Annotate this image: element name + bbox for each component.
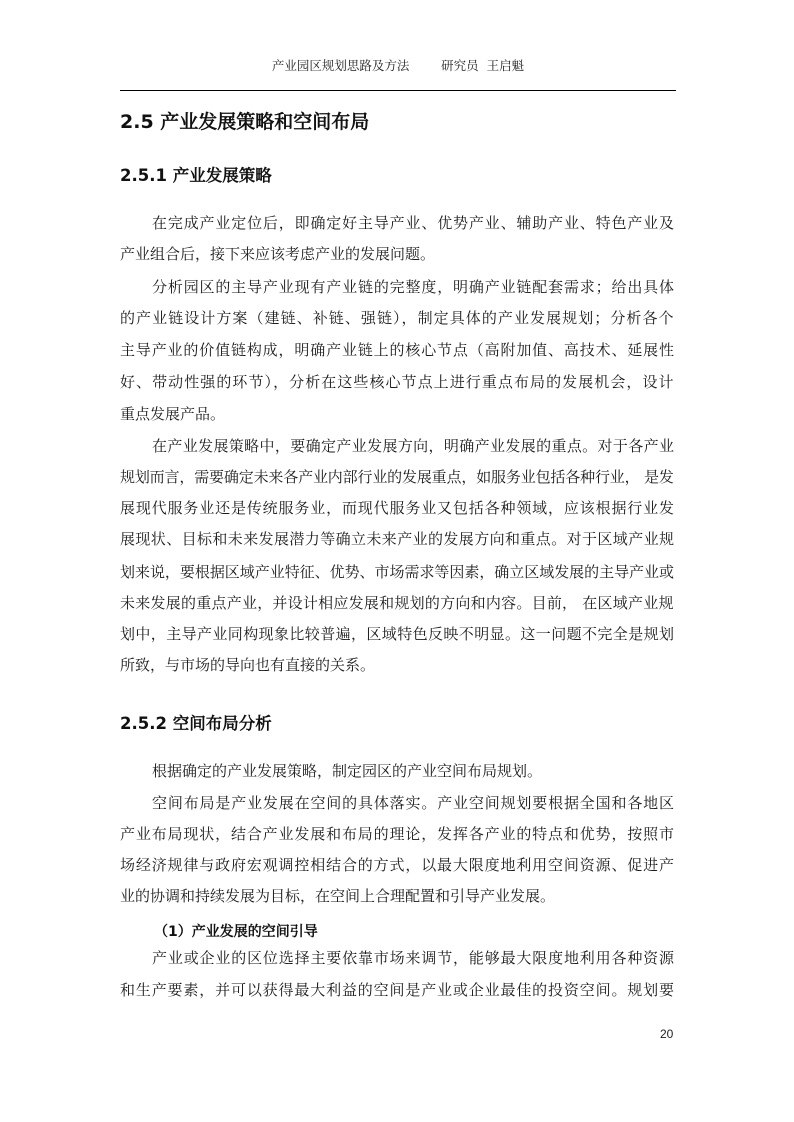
paragraph-line: 规划而言，需要确定未来各产业内部行业的发展重点，如服务业包括各种行业， 是发: [120, 468, 674, 486]
paragraph-line: 未来发展的重点产业，并设计相应发展和规划的方向和内容。目前， 在区域产业规: [120, 594, 674, 612]
paragraph-line: 和生产要素，并可以获得最大利益的空间是产业或企业最佳的投资空间。规划要: [120, 981, 675, 999]
paragraph-line: 分析园区的主导产业现有产业链的完整度，明确产业链配套需求；给出具体: [152, 278, 675, 296]
running-title: 产业园区规划思路及方法 研究员 王启魁: [271, 58, 525, 73]
paragraph-line: 划中，主导产业同构现象比较普遍，区域特色反映不明显。这一问题不完全是规划: [120, 625, 675, 643]
paragraph-line: 划来说，要根据区域产业特征、优势、市场需求等因素，确立区域发展的主导产业或: [120, 563, 674, 581]
paragraph-line: 在完成产业定位后，即确定好主导产业、优势产业、辅助产业、特色产业及: [152, 214, 675, 232]
paragraph-line: 在产业发展策略中，要确定产业发展方向，明确产业发展的重点。对于各产业: [152, 437, 675, 455]
paragraph-line: 产业组合后，接下来应该考虑产业的发展问题。: [120, 245, 436, 263]
page-number: 20: [660, 1027, 674, 1041]
paragraph-line: 业的协调和持续发展为目标，在空间上合理配置和引导产业发展。: [120, 887, 556, 905]
paragraph-line: 好、带动性强的环节），分析在这些核心节点上进行重点布局的发展机会，设计: [120, 373, 675, 391]
paragraph-line: 展现代服务业还是传统服务业，而现代服务业又包括各种领域，应该根据行业发: [120, 499, 675, 517]
paragraph-line: 展现状、目标和未来发展潜力等确立未来产业的发展方向和重点。对于区域产业规: [120, 530, 675, 548]
paragraph-line: 所致，与市场的导向也有直接的关系。: [120, 656, 376, 674]
paragraph-line: 产业布局现状，结合产业发展和布局的理论，发挥各产业的特点和优势，按照市: [120, 825, 675, 843]
page-header: [120, 50, 676, 91]
paragraph-line: 产业或企业的区位选择主要依靠市场来调节，能够最大限度地利用各种资源: [152, 949, 675, 967]
paragraph-line: 场经济规律与政府宏观调控相结合的方式，以最大限度地利用空间资源、促进产: [120, 856, 675, 874]
paragraph-line: 空间布局是产业发展在空间的具体落实。产业空间规划要根据全国和各地区: [152, 794, 675, 812]
sub-heading: （1）产业发展的空间引导: [154, 924, 318, 940]
subsection-title: 2.5.1 产业发展策略: [120, 166, 272, 185]
paragraph-line: 主导产业的价值链构成，明确产业链上的核心节点（高附加值、高技术、延展性: [120, 341, 675, 359]
paragraph-line: 的产业链设计方案（建链、补链、强链），制定具体的产业发展规划；分析各个: [120, 309, 675, 327]
section-title: 2.5 产业发展策略和空间布局: [120, 111, 370, 133]
paragraph-line: 根据确定的产业发展策略，制定园区的产业空间布局规划。: [152, 762, 543, 780]
subsection-title: 2.5.2 空间布局分析: [120, 714, 272, 733]
paragraph-line: 重点发展产品。: [120, 405, 226, 423]
